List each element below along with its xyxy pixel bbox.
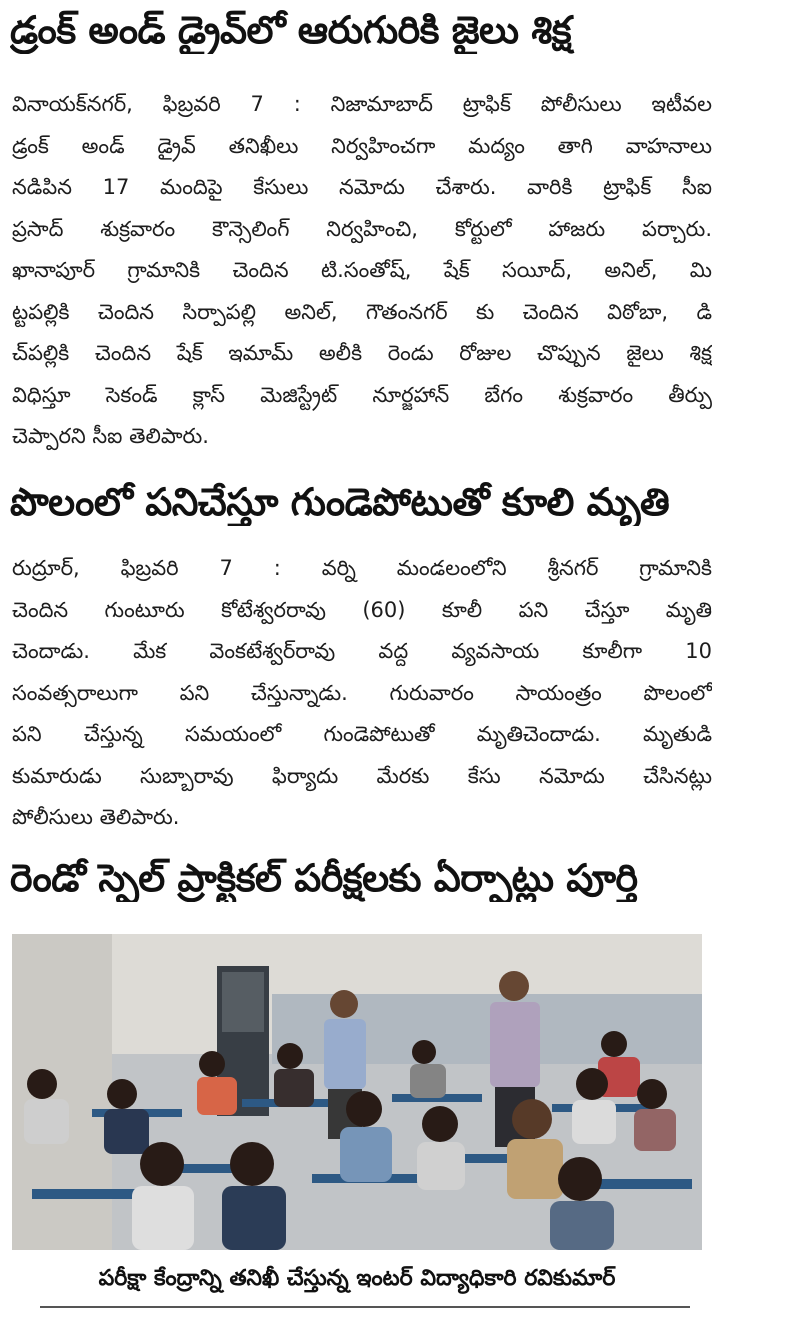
headline-labourer-death: పొలంలో పనిచేస్తూ గుండెపోటుతో కూలి మృతి	[10, 480, 670, 524]
article-line: చెందాడు. మేక వెంకటేశ్వర్‌రావు వద్ద వ్యవసాయ కూలీగా 10	[12, 639, 712, 663]
article-line: సంవత్సరాలుగా పని చేస్తున్నాడు. గురువారం సాయంత్రం పొలంలో	[12, 680, 712, 705]
article-labourer-death-body	[12, 548, 712, 839]
article-line: వినాయక్‌నగర్, ఫిబ్రవరి 7 : నిజామాబాద్ ట్రాఫిక్ పోలీసులు ఇటీవల	[12, 92, 712, 116]
article-line: రుద్రూర్, ఫిబ్రవరి 7 : వర్ని మండలంలోని శ్రీనగర్ గ్రామానికి	[12, 556, 712, 580]
article-drunk-drive-body	[12, 84, 712, 458]
exam-hall-photo	[12, 934, 702, 1250]
headline-practical-exams: రెండో స్పెల్ ప్రాక్టికల్ పరీక్షలకు ఏర్పాట్లు పూర్తి	[10, 856, 638, 900]
article-line: డ్రంక్ అండ్ డ్రైవ్ తనిఖీలు నిర్వహించగా మద్యం తాగి వాహనాలు	[12, 133, 712, 158]
article-line: పని చేస్తున్న సమయంలో గుండెపోటుతో మృతిచెందాడు. మృతుడి	[12, 722, 712, 746]
article-line: ప్రసాద్ శుక్రవారం కౌన్సెలింగ్ నిర్వహించి, కోర్టులో హాజరు పర్చారు.	[12, 216, 712, 241]
article-line: చెందిన గుంటూరు కోటేశ్వరరావు (60) కూలీ పని చేస్తూ మృతి	[12, 597, 712, 622]
article-line: కుమారుడు సుబ్బారావు ఫిర్యాదు మేరకు కేసు నమోదు చేసినట్లు	[12, 763, 712, 788]
photo-caption: పరీక్షా కేంద్రాన్ని తనిఖీ చేస్తున్న ఇంటర్ విద్యాధికారి రవికుమార్	[98, 1266, 616, 1291]
article-line: విధిస్తూ సెకండ్ క్లాస్ మెజిస్ట్రేట్ నూర్జహాన్ బేగం శుక్రవారం తీర్పు	[12, 382, 712, 407]
divider-rule	[40, 1306, 690, 1308]
headline-drunk-drive: డ్రంక్ అండ్ డ్రైవ్‌లో ఆరుగురికి జైలు శిక్ష	[10, 8, 572, 52]
article-line: ఖానాపూర్ గ్రామానికి చెందిన టి.సంతోష్, షేక్ సయీద్, అనిల్, మి	[12, 258, 712, 282]
article-line: పోలీసులు తెలిపారు.	[12, 805, 180, 829]
article-line: చ్‌పల్లికి చెందిన షేక్ ఇమామ్ అలీకి రెండు రోజుల చొప్పున జైలు శిక్ష	[12, 341, 712, 365]
article-line: ట్టపల్లికి చెందిన సిర్పాపల్లి అనిల్, గౌతంనగర్ కు చెందిన విఠోబా, డి	[12, 299, 712, 324]
article-line: చెప్పారని సీఐ తెలిపారు.	[12, 424, 209, 448]
article-line: నడిపిన 17 మందిపై కేసులు నమోదు చేశారు. వారికి ట్రాఫిక్ సీఐ	[12, 175, 712, 199]
